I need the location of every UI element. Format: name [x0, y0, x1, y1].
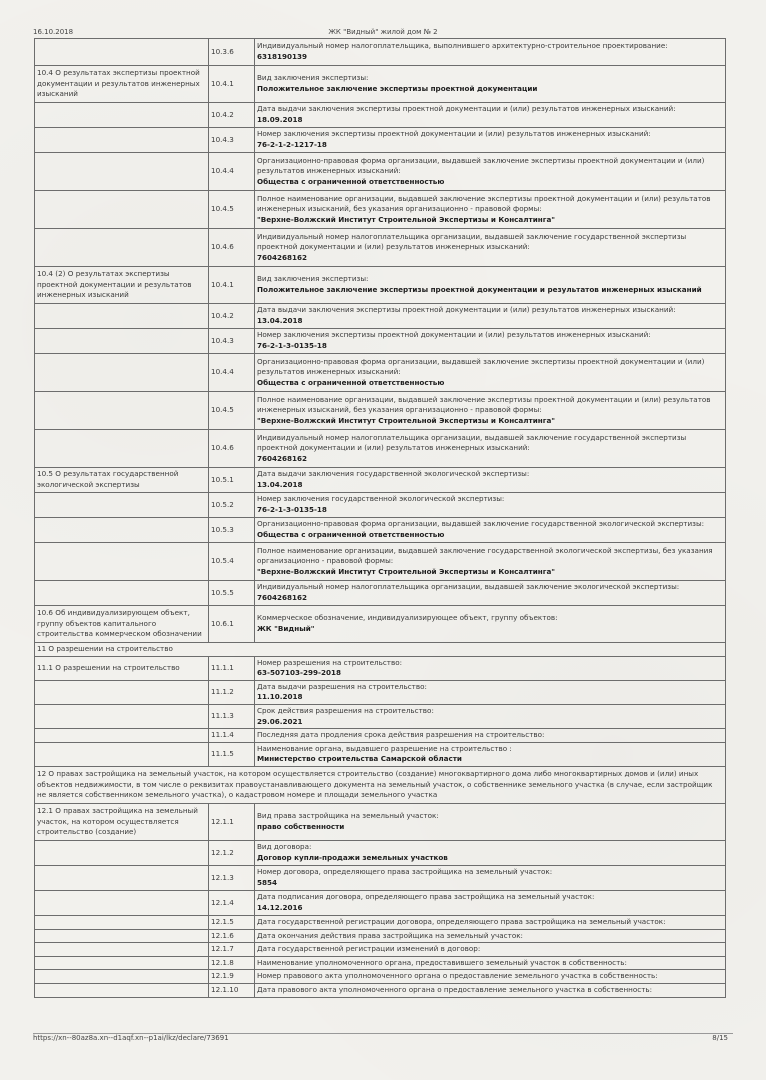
item-content — [255, 729, 726, 743]
table-row — [35, 329, 726, 354]
section-cell — [35, 742, 209, 766]
section-cell — [35, 430, 209, 468]
item-label: Дата подписания договора, определяющего права застройщика на земельный участок: — [257, 892, 595, 902]
item-content — [255, 103, 726, 128]
item-code: 12.1.4 — [209, 890, 255, 915]
item-content — [255, 803, 726, 840]
item-label: Индивидуальный номер налогоплательщика организации, выдавшей заключение государственной экспертизы проектной документации и (или) результатов инженерных изысканий: — [257, 432, 687, 453]
item-label: Коммерческое обозначение, индивидуализирующее объект, группу объектов: — [257, 613, 558, 623]
item-content — [255, 430, 726, 468]
item-code: 10.5.4 — [209, 543, 255, 581]
table-row — [35, 680, 726, 704]
section-cell — [35, 970, 209, 984]
section-cell — [35, 304, 209, 329]
item-label: Дата правового акта уполномоченного органа о предоставление земельного участка в собственность: — [257, 984, 653, 994]
table-row — [35, 128, 726, 153]
item-content — [255, 493, 726, 518]
item-code: 10.6.1 — [209, 606, 255, 643]
table-row — [35, 493, 726, 518]
table-row — [35, 468, 726, 493]
section-header-row — [35, 643, 726, 657]
table-row — [35, 865, 726, 890]
table-row — [35, 656, 726, 680]
table-row — [35, 392, 726, 430]
section-cell — [35, 493, 209, 518]
item-code: 10.3.6 — [209, 39, 255, 66]
item-code: 10.5.2 — [209, 493, 255, 518]
item-value: 76-2-1-3-0135-18 — [257, 341, 327, 350]
item-content — [255, 39, 726, 66]
item-content — [255, 890, 726, 915]
item-code: 10.4.6 — [209, 229, 255, 267]
section-cell — [35, 680, 209, 704]
item-code: 12.1.1 — [209, 803, 255, 840]
section-cell — [35, 191, 209, 229]
item-value: Общества с ограниченной ответственностью — [257, 176, 445, 186]
item-code: 10.4.3 — [209, 128, 255, 153]
item-code: 10.4.2 — [209, 103, 255, 128]
item-code: 11.1.3 — [209, 704, 255, 728]
item-content — [255, 606, 726, 643]
item-content — [255, 970, 726, 984]
section-cell — [35, 865, 209, 890]
item-content — [255, 929, 726, 943]
item-content — [255, 354, 726, 392]
table-row — [35, 543, 726, 581]
item-label: Номер заключения экспертизы проектной документации и (или) результатов инженерных изысканий: — [257, 330, 651, 340]
section-cell: 12.1 О правах застройщика на земельный участок, на котором осуществляется строительство (создание) — [35, 803, 209, 840]
item-code: 10.5.5 — [209, 581, 255, 606]
item-label: Дата государственной регистрации изменений в договор: — [257, 944, 481, 954]
item-label: Наименование органа, выдавшего разрешение на строительство : — [257, 743, 512, 753]
item-code: 12.1.5 — [209, 915, 255, 929]
item-content — [255, 943, 726, 957]
item-content — [255, 191, 726, 229]
item-value: 13.04.2018 — [257, 316, 303, 325]
section-cell — [35, 729, 209, 743]
item-code: 12.1.3 — [209, 865, 255, 890]
item-content — [255, 468, 726, 493]
item-code: 10.5.3 — [209, 518, 255, 543]
item-label: Номер заключения государственной экологической экспертизы: — [257, 494, 505, 504]
section-cell — [35, 354, 209, 392]
item-value: 6318190139 — [257, 52, 308, 61]
item-content — [255, 704, 726, 728]
item-code: 10.4.6 — [209, 430, 255, 468]
item-label: Полное наименование организации, выдавшей заключение экспертизы проектной документации и (или) результатов инженерных изысканий, без указания организационно - правовой формы: — [257, 394, 711, 415]
item-code: 10.4.4 — [209, 354, 255, 392]
item-content — [255, 543, 726, 581]
section-cell — [35, 840, 209, 865]
section-header-row — [35, 766, 726, 803]
item-value: 76-2-1-2-1217-18 — [257, 140, 327, 149]
print-date: 16.10.2018 — [33, 28, 74, 36]
section-cell — [35, 103, 209, 128]
table-row — [35, 956, 726, 970]
item-label: Дата выдачи заключения государственной экологической экспертизы: — [257, 469, 530, 479]
item-value: 76-2-1-3-0135-18 — [257, 505, 327, 514]
section-cell — [35, 983, 209, 997]
table-row — [35, 983, 726, 997]
item-content — [255, 329, 726, 354]
item-content — [255, 915, 726, 929]
section-cell — [35, 392, 209, 430]
item-label: Последняя дата продления срока действия разрешения на строительство: — [257, 730, 545, 740]
item-label: Индивидуальный номер налогоплательщика, выполнившего архитектурно-строительное проектирование: — [257, 41, 668, 51]
table-row — [35, 103, 726, 128]
item-code: 10.4.2 — [209, 304, 255, 329]
item-value: 7604268162 — [257, 453, 308, 463]
declaration-table-body — [35, 39, 726, 998]
item-label: Организационно-правовая форма организации, выдавшей заключение государственной экологической экспертизы: — [257, 519, 705, 529]
section-title: 11 О разрешении на строительство — [35, 643, 726, 657]
table-row — [35, 970, 726, 984]
table-row — [35, 229, 726, 267]
item-code: 10.4.3 — [209, 329, 255, 354]
table-row — [35, 943, 726, 957]
section-cell — [35, 128, 209, 153]
table-row — [35, 890, 726, 915]
item-label: Организационно-правовая форма организации, выдавшей заключение экспертизы проектной документации и (или) результатов инженерных изысканий: — [257, 155, 705, 176]
table-row — [35, 840, 726, 865]
section-cell — [35, 704, 209, 728]
table-row — [35, 430, 726, 468]
table-row — [35, 267, 726, 304]
table-row — [35, 39, 726, 66]
table-row — [35, 153, 726, 191]
item-value: 13.04.2018 — [257, 480, 303, 489]
item-code: 12.1.6 — [209, 929, 255, 943]
table-row — [35, 915, 726, 929]
item-label: Вид заключения экспертизы: — [257, 73, 369, 83]
footer-url: https://xn--80az8a.xn--d1aqf.xn--p1ai/lkz/declare/73691 — [33, 1034, 229, 1042]
item-content — [255, 518, 726, 543]
item-code: 12.1.9 — [209, 970, 255, 984]
table-row — [35, 729, 726, 743]
item-content — [255, 267, 726, 304]
item-content — [255, 956, 726, 970]
item-value: 11.10.2018 — [257, 692, 303, 702]
item-content — [255, 656, 726, 680]
table-row — [35, 606, 726, 643]
section-cell: 10.6 Об индивидуализирующем объект, группу объектов капитального строительства коммерческом обозначении — [35, 606, 209, 643]
item-content — [255, 840, 726, 865]
item-label: Дата государственной регистрации договора, определяющего права застройщика на земельный участок: — [257, 916, 666, 926]
item-code: 11.1.5 — [209, 742, 255, 766]
item-value: право собственности — [257, 821, 345, 831]
table-row — [35, 354, 726, 392]
item-label: Номер договора, определяющего права застройщика на земельный участок: — [257, 867, 553, 877]
item-label: Вид права застройщика на земельный участок: — [257, 811, 439, 821]
item-value: 14.12.2016 — [257, 902, 303, 912]
table-row — [35, 581, 726, 606]
item-content — [255, 229, 726, 267]
item-value: 18.09.2018 — [257, 115, 303, 124]
item-content — [255, 581, 726, 606]
section-cell — [35, 890, 209, 915]
item-content — [255, 983, 726, 997]
item-label: Индивидуальный номер налогоплательщика организации, выдавшей заключение экологической экспертизы: — [257, 582, 680, 592]
section-cell — [35, 915, 209, 929]
item-code: 10.4.5 — [209, 392, 255, 430]
item-content — [255, 742, 726, 766]
item-value: "Верхне-Волжский Институт Строительной Экспертизы и Консалтинга" — [257, 415, 556, 425]
item-label: Дата окончания действия права застройщика на земельный участок: — [257, 930, 523, 940]
item-value: Положительное заключение экспертизы проектной документации — [257, 84, 538, 93]
item-label: Вид договора: — [257, 842, 312, 852]
item-value: Договор купли-продажи земельных участков — [257, 852, 448, 862]
item-label: Номер заключения экспертизы проектной документации и (или) результатов инженерных изысканий: — [257, 129, 651, 139]
table-row — [35, 518, 726, 543]
section-cell — [35, 329, 209, 354]
item-code: 12.1.2 — [209, 840, 255, 865]
section-cell — [35, 943, 209, 957]
item-code: 10.4.5 — [209, 191, 255, 229]
page-number: 8/15 — [712, 1034, 728, 1042]
section-cell — [35, 929, 209, 943]
section-cell — [35, 518, 209, 543]
item-code: 10.4.1 — [209, 66, 255, 103]
section-title: 12 О правах застройщика на земельный участок, на котором осуществляется строительство (создание) многоквартирного дома либо многоквартирных домов и (или) иных объектов недвижимости, в том числе о реквизитах правоустанавливающего документа на земельный участок, о собственнике земельного участка (в случае, если застройщик не является собственником земельного участка), о кадастровом номере и площади земельного участка — [35, 766, 726, 803]
section-cell — [35, 153, 209, 191]
item-code: 10.5.1 — [209, 468, 255, 493]
table-row — [35, 803, 726, 840]
item-value: Министерство строительства Самарской области — [257, 754, 462, 764]
table-row — [35, 304, 726, 329]
item-content — [255, 128, 726, 153]
section-cell: 10.5 О результатах государственной экологической экспертизы — [35, 468, 209, 493]
item-content — [255, 680, 726, 704]
item-value: Положительное заключение экспертизы проектной документации и результатов инженерных изысканий — [257, 285, 702, 294]
section-cell — [35, 229, 209, 267]
item-content — [255, 392, 726, 430]
item-value: Общества с ограниченной ответственностью — [257, 530, 445, 539]
declaration-table — [34, 38, 726, 998]
section-cell: 11.1 О разрешении на строительство — [35, 656, 209, 680]
document-title: ЖК "Видный" жилой дом № 2 — [328, 28, 438, 36]
item-value: 63-507103-299-2018 — [257, 668, 341, 678]
item-label: Наименование уполномоченного органа, предоставившего земельный участок в собственность: — [257, 957, 627, 967]
item-value: 7604268162 — [257, 252, 308, 262]
item-label: Дата выдачи заключения экспертизы проектной документации и (или) результатов инженерных изысканий: — [257, 305, 676, 315]
item-content — [255, 304, 726, 329]
item-code: 12.1.7 — [209, 943, 255, 957]
item-label: Срок действия разрешения на строительство: — [257, 705, 434, 715]
item-code: 11.1.1 — [209, 656, 255, 680]
section-cell: 10.4 (2) О результатах экспертизы проектной документации и результатов инженерных изысканий — [35, 267, 209, 304]
item-label: Дата выдачи заключения экспертизы проектной документации и (или) результатов инженерных изысканий: — [257, 104, 676, 114]
item-content — [255, 153, 726, 191]
item-label: Индивидуальный номер налогоплательщика организации, выдавшей заключение государственной экспертизы проектной документации и (или) результатов инженерных изысканий: — [257, 231, 687, 252]
item-label: Организационно-правовая форма организации, выдавшей заключение экспертизы проектной документации и (или) результатов инженерных изысканий: — [257, 356, 705, 377]
table-row — [35, 742, 726, 766]
item-value: ЖК "Видный" — [257, 624, 315, 633]
item-label: Полное наименование организации, выдавшей заключение экспертизы проектной документации и (или) результатов инженерных изысканий, без указания организационно - правовой формы: — [257, 193, 711, 214]
item-value: 5854 — [257, 877, 278, 887]
section-cell — [35, 543, 209, 581]
item-code: 12.1.8 — [209, 956, 255, 970]
item-value: "Верхне-Волжский Институт Строительной Экспертизы и Консалтинга" — [257, 566, 556, 576]
item-label: Вид заключения экспертизы: — [257, 274, 369, 284]
item-code: 10.4.4 — [209, 153, 255, 191]
item-label: Полное наименование организации, выдавшей заключение государственной экологической экспертизы, без указания организационно - правовой формы: — [257, 545, 713, 566]
section-cell — [35, 581, 209, 606]
item-value: Общества с ограниченной ответственностью — [257, 377, 445, 387]
section-cell — [35, 39, 209, 66]
item-code: 11.1.4 — [209, 729, 255, 743]
item-code: 12.1.10 — [209, 983, 255, 997]
item-value: 29.06.2021 — [257, 716, 303, 726]
item-code: 10.4.1 — [209, 267, 255, 304]
item-label: Номер разрешения на строительство: — [257, 657, 403, 667]
item-content — [255, 66, 726, 103]
item-label: Номер правового акта уполномоченного органа о предоставление земельного участка в собственность: — [257, 971, 658, 981]
table-row — [35, 191, 726, 229]
item-content — [255, 865, 726, 890]
item-label: Дата выдачи разрешения на строительство: — [257, 681, 427, 691]
section-cell: 10.4 О результатах экспертизы проектной документации и результатов инженерных изысканий — [35, 66, 209, 103]
item-value: 7604268162 — [257, 593, 308, 602]
item-value: "Верхне-Волжский Институт Строительной Экспертизы и Консалтинга" — [257, 214, 556, 224]
section-cell — [35, 956, 209, 970]
table-row — [35, 704, 726, 728]
table-row — [35, 929, 726, 943]
item-code: 11.1.2 — [209, 680, 255, 704]
table-row — [35, 66, 726, 103]
